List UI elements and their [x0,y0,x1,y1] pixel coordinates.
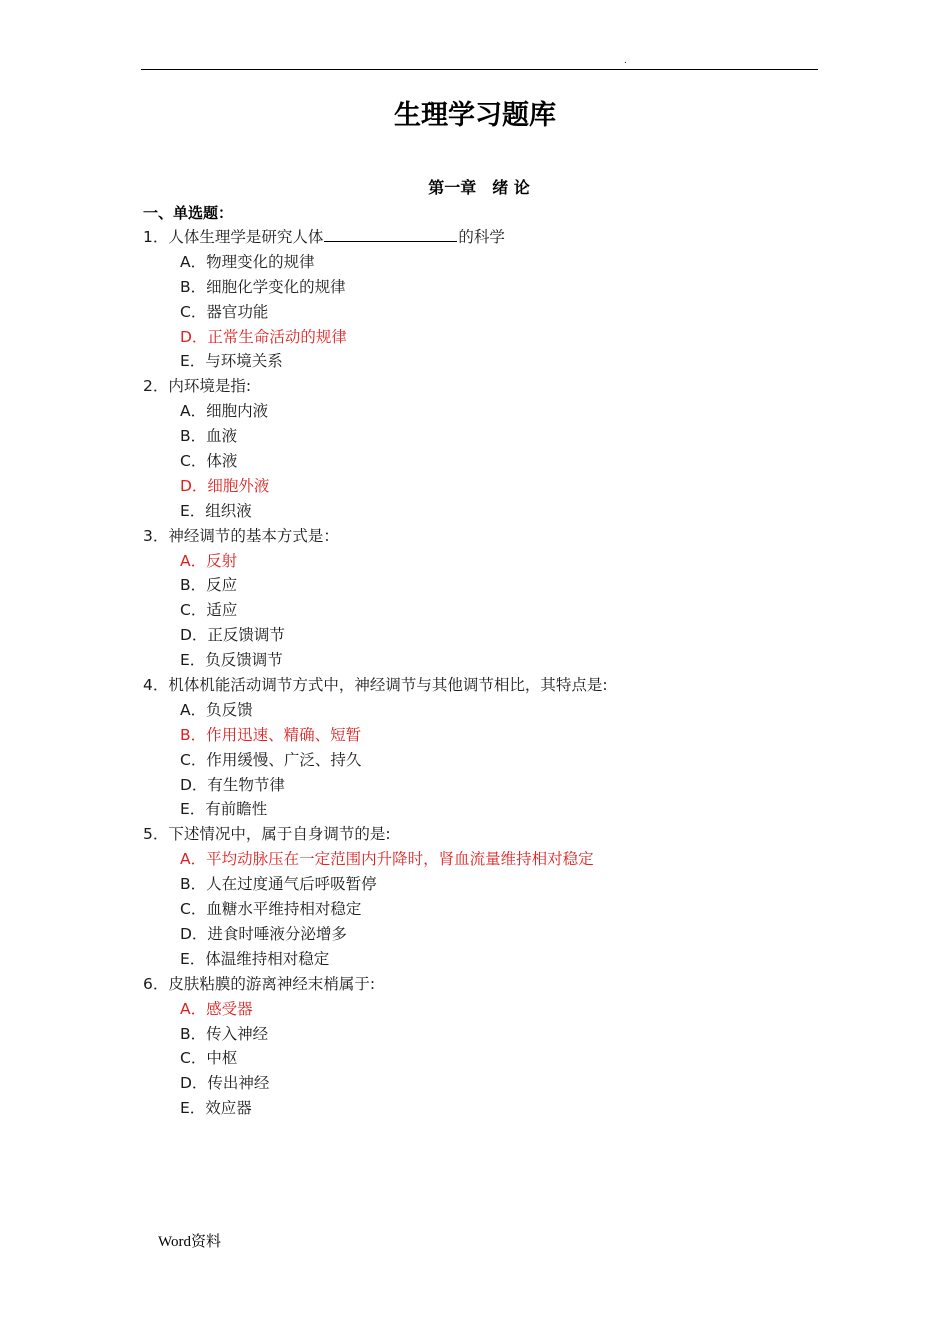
question-stem [143,972,823,997]
question-stem [143,822,823,847]
option: D．有生物节律 [180,775,285,794]
question-text: 3．神经调节的基本方式是： [143,526,339,545]
option-correct: A．反射 [180,551,238,570]
question-text-end: 的科学 [458,228,505,246]
question-text: 4．机体机能活动调节方式中，神经调节与其他调节相比，其特点是: [143,676,608,695]
option: B．传入神经 [180,1024,269,1043]
option-correct: B．作用迅速、精确、短暂 [180,725,362,744]
question-text: 5．下述情况中，属于自身调节的是: [143,825,391,844]
option: A．物理变化的规律 [180,252,315,271]
option: E．有前瞻性 [180,800,268,819]
option: C．血糖水平维持相对稳定 [180,900,362,919]
option: B．反应 [180,576,238,595]
option: E．组织液 [180,501,252,520]
option: E．效应器 [180,1099,252,1118]
question-stem [143,524,823,549]
question-text: 2．内环境是指: [143,377,252,396]
option: D．正反馈调节 [180,626,285,645]
option: E．体温维持相对稳定 [180,949,330,968]
option: D．进食时唾液分泌增多 [180,924,347,943]
option: C．体液 [180,452,238,471]
option: C．适应 [180,601,238,620]
question-stem [143,225,823,250]
option: E．负反馈调节 [180,651,283,670]
document-title: 生理学习题库 [394,100,556,131]
option: A．细胞内液 [180,402,269,421]
header-dot: . [624,56,627,66]
option: C．作用缓慢、广泛、持久 [180,750,362,769]
option: E．与环境关系 [180,352,283,371]
footer-label: Word资料 [158,1234,221,1250]
question-stem [143,673,823,698]
option: B．细胞化学变化的规律 [180,277,346,296]
option: B．人在过度通气后呼吸暂停 [180,875,377,894]
option: B．血液 [180,427,238,446]
option-correct: A．平均动脉压在一定范围内升降时，肾血流量维持相对稳定 [180,850,594,869]
section-heading: 一、单选题： [143,204,234,222]
chapter-title: 第一章 绪 论 [428,178,530,197]
question-list [143,225,823,1121]
header-rule [141,69,818,70]
question-text: 1．人体生理学是研究人体 [143,228,324,246]
option-correct: D．细胞外液 [180,476,270,495]
question-text: 6．皮肤粘膜的游离神经末梢属于: [143,974,376,993]
option: C．中枢 [180,1049,238,1068]
option: D．传出神经 [180,1074,270,1093]
option: A．负反馈 [180,700,253,719]
question-stem [143,374,823,399]
option-correct: D．正常生命活动的规律 [180,327,347,346]
answer-blank [324,225,457,242]
option: C．器官功能 [180,302,269,321]
option-correct: A．感受器 [180,999,253,1018]
